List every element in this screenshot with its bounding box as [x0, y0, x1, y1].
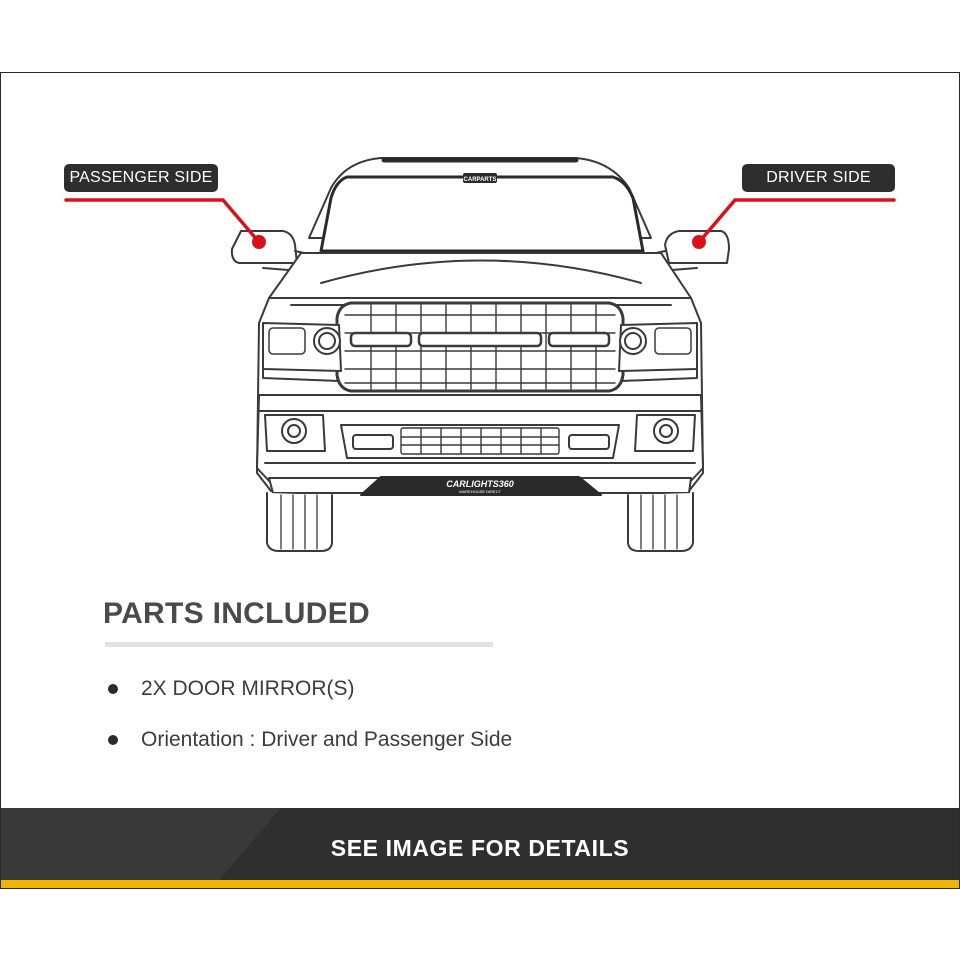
bumper-tagline-text: WAREHOUSE DIRECT: [458, 489, 502, 494]
passenger-mirror: [232, 231, 297, 263]
passenger-mirror-marker: [252, 235, 266, 249]
list-item-text: 2X DOOR MIRROR(S): [141, 677, 355, 700]
details-banner: [1, 808, 959, 880]
tire-right: [628, 493, 693, 551]
list-item: [105, 724, 512, 775]
headlight-left-lens: [314, 328, 340, 354]
title-divider: [105, 642, 493, 647]
grille-light-left: [351, 333, 411, 346]
grille-light-right: [549, 333, 609, 346]
accent-bar: [1, 880, 959, 888]
truck-line-drawing: [1, 73, 959, 593]
bullet-icon: [108, 684, 118, 694]
list-item: [105, 673, 512, 724]
windshield: [321, 177, 643, 251]
windshield-tag-text: CARPARTS: [463, 177, 497, 183]
product-frame: [0, 72, 960, 889]
driver-side-label: DRIVER SIDE: [742, 164, 895, 192]
bumper-brand-text: CARLIGHTS360: [446, 479, 514, 489]
passenger-side-label: PASSENGER SIDE: [64, 164, 218, 192]
grille-light-center: [419, 333, 541, 346]
parts-list: [105, 673, 512, 775]
headlight-right-lens: [620, 328, 646, 354]
tire-left: [267, 493, 332, 551]
bullet-icon: [108, 735, 118, 745]
list-item-text: Orientation : Driver and Passenger Side: [141, 728, 513, 751]
parts-included-title: PARTS INCLUDED: [103, 597, 370, 630]
driver-mirror-marker: [692, 235, 706, 249]
see-details-label: SEE IMAGE FOR DETAILS: [330, 835, 630, 861]
fog-light-right: [635, 415, 695, 451]
fog-light-left: [265, 415, 325, 451]
driver-leader-line: [700, 200, 894, 241]
passenger-leader-line: [66, 200, 258, 241]
lower-intake: [341, 425, 619, 458]
